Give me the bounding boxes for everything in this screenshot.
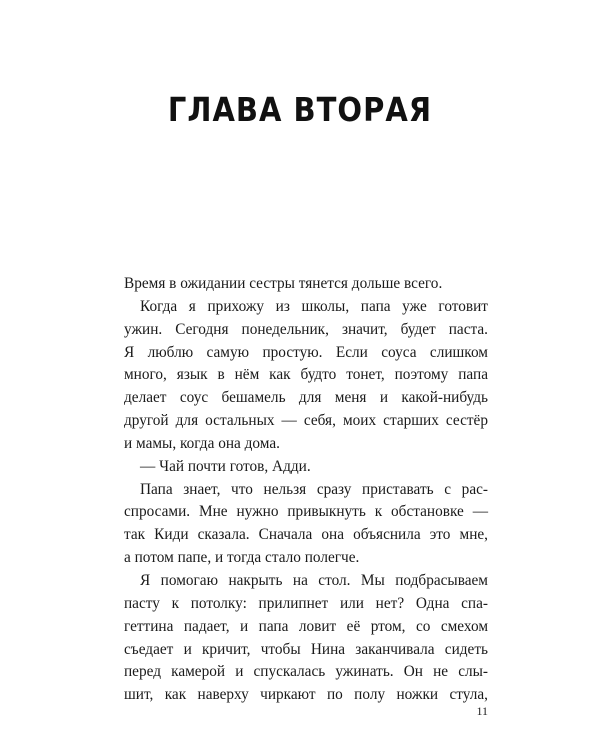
text-line: Время в ожидании сестры тянется дольше всего. bbox=[124, 275, 443, 292]
chapter-title: ГЛАВА ВТОРАЯ bbox=[167, 90, 433, 130]
text-line: шит, как наверху чиркают по полу ножки стула, bbox=[124, 686, 488, 704]
text-line: а потом папе, и тогда стало полегче. bbox=[124, 549, 360, 567]
text-line: делает соус бешамель для меня и какой-нибудь bbox=[124, 389, 488, 407]
page-number: 11 bbox=[476, 704, 488, 718]
text-line: так Киди сказала. Сначала она объяснила это мне, bbox=[124, 526, 488, 544]
text-line: Когда я прихожу из школы, папа уже готовит bbox=[140, 297, 488, 315]
text-line: Я люблю самую простую. Если соуса слишком bbox=[124, 343, 488, 361]
text-line: ужин. Сегодня понедельник, значит, будет паста. bbox=[124, 320, 488, 338]
text-line: съедает и кричит, чтобы Нина заканчивала сидеть bbox=[124, 640, 488, 658]
text-line: Я помогаю накрыть на стол. Мы подбрасываем bbox=[140, 571, 488, 589]
chapter-body-text bbox=[124, 273, 488, 707]
text-line: много, язык в нём как будто тонет, поэтому папа bbox=[124, 366, 488, 384]
text-line: перед камерой и спускалась ужинать. Он не слы- bbox=[124, 663, 488, 681]
text-line: и мамы, когда она дома. bbox=[124, 434, 280, 452]
text-line: пасту к потолку: прилипнет или нет? Одна спа- bbox=[124, 594, 488, 612]
text-line: Папа знает, что нельзя сразу приставать с рас- bbox=[140, 480, 488, 498]
text-line: — Чай почти готов, Адди. bbox=[140, 457, 311, 475]
text-line: спросами. Мне нужно привыкнуть к обстановке — bbox=[124, 503, 488, 521]
text-line: другой для остальных — себя, моих старших сестёр bbox=[124, 412, 488, 430]
text-line: геттина падает, и папа ловит её ртом, со смехом bbox=[124, 617, 488, 635]
